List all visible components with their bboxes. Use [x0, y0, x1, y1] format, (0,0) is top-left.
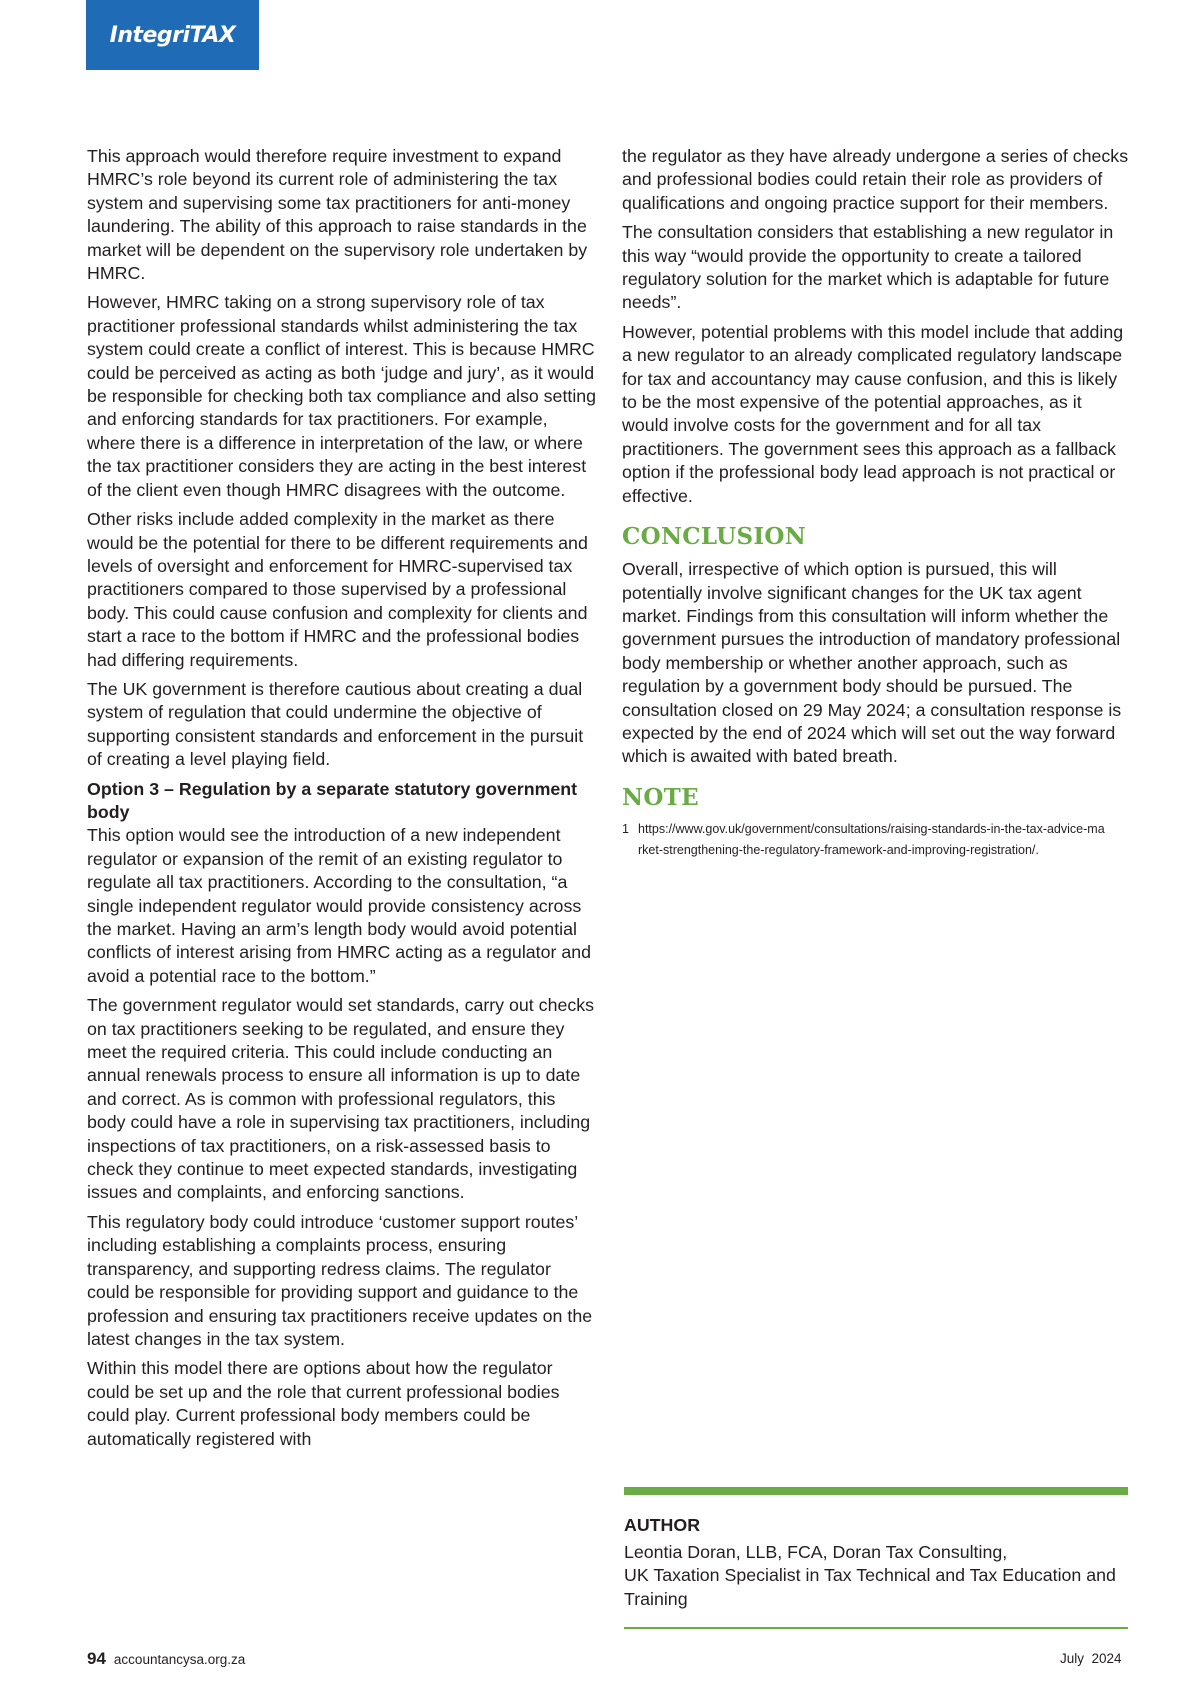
option-3-subheading: Option 3 – Regulation by a separate statutory government body: [87, 778, 578, 822]
paragraph: This regulatory body could introduce ‘customer support routes’ including establishing a complaints process, ensuring transparency, and supporting redress claims. The regulator could be responsible for providing support and guidance to the profession and ensuring tax practitioners receive updates on the latest changes in the tax system.: [87, 1211, 593, 1349]
footer-date: July 2024: [1060, 1651, 1122, 1666]
note-heading: NOTE: [622, 783, 699, 811]
footnote-number: 1: [622, 821, 629, 836]
paragraph: the regulator as they have already undergone a series of checks and professional bodies could retain their role as providers of qualifications and ongoing practice support for their members.: [622, 146, 1129, 213]
paragraph: This approach would therefore require investment to expand HMRC’s role beyond its current role of administering the tax system and supervising some tax practitioners for anti-money laundering. The ability of this approach to raise standards in the market will be dependent on the supervisory role undertaken by HMRC.: [87, 146, 588, 284]
conclusion-heading: CONCLUSION: [622, 523, 807, 551]
footnote: [622, 819, 1132, 862]
author-line: UK Taxation Specialist in Tax Technical and Tax Education and Training: [624, 1565, 1116, 1609]
paragraph: Other risks include added complexity in the market as there would be the potential for there to be different requirements and levels of oversight and enforcement for HMRC-supervised tax practitioners compared to those supervised by a professional body. This could cause confusion and complexity for clients and start a race to the bottom if HMRC and the professional bodies had differing requirements.: [87, 509, 588, 670]
paragraph: Within this model there are options about how the regulator could be set up and the role that current professional bodies could play. Current professional body members could be automatically registered with: [87, 1358, 560, 1449]
brand-logo: [86, 0, 259, 70]
author-divider-top: [624, 1487, 1128, 1495]
conclusion-paragraph: Overall, irrespective of which option is pursued, this will potentially involve significant changes for the UK tax agent market. Findings from this consultation will inform whether the government pursues the introduction of mandatory professional body membership or whether another approach, such as regulation by a government body should be pursued. The consultation closed on 29 May 2024; a consultation response is expected by the end of 2024 which will set out the way forward which is awaited with bated breath.: [622, 559, 1122, 767]
author-bio: [624, 1541, 1128, 1611]
left-column: [87, 145, 597, 1457]
footer-site[interactable]: accountancysa.org.za: [113, 1652, 246, 1667]
author-box: [624, 1487, 1128, 1611]
right-column: [622, 145, 1132, 862]
footer-left: [87, 1650, 245, 1669]
paragraph: However, HMRC taking on a strong supervisory role of tax practitioner professional standards whilst administering the tax system could create a conflict of interest. This is because HMRC could be perceived as acting as both ‘judge and jury’, as it would be responsible for checking both tax compliance and also setting and enforcing standards for tax practitioners. For example, where there is a difference in interpretation of the law, or where the tax practitioner considers they are acting in the best interest of the client even though HMRC disagrees with the outcome.: [87, 292, 597, 500]
paragraph: This option would see the introduction of a new independent regulator or expansion of the remit of an existing regulator to regulate all tax practitioners. According to the consultation, “a single independent regulator would provide consistency across the market. Having an arm’s length body would avoid potential conflicts of interest arising from HMRC acting as a regulator and avoid a potential race to the bottom.”: [87, 825, 592, 986]
author-line: Leontia Doran, LLB, FCA, Doran Tax Consulting,: [624, 1542, 1008, 1562]
page-number: 94: [87, 1649, 106, 1668]
paragraph: The consultation considers that establishing a new regulator in this way “would provide the opportunity to create a tailored regulatory solution for the market which is adaptable for future needs”.: [622, 222, 1114, 313]
author-label: AUTHOR: [624, 1515, 701, 1535]
paragraph: The government regulator would set standards, carry out checks on tax practitioners seeking to be regulated, and ensure they meet the required criteria. This could include conducting an annual renewals process to ensure all information is up to date and correct. As is common with professional regulators, this body could have a role in supervising tax practitioners, including inspections of tax practitioners, on a risk-assessed basis to check they continue to meet expected standards, investigating issues and complaints, and enforcing sanctions.: [87, 995, 595, 1203]
brand-name: IntegriTAX: [109, 22, 236, 48]
paragraph: However, potential problems with this model include that adding a new regulator to an already complicated regulatory landscape for tax and accountancy may cause confusion, and this is likely to be the most expensive of the potential approaches, as it would involve costs for the government and for all tax practitioners. The government sees this approach as a fallback option if the professional body lead approach is not practical or effective.: [622, 321, 1124, 506]
paragraph: The UK government is therefore cautious about creating a dual system of regulation that could undermine the objective of supporting consistent standards and enforcement in the pursuit of creating a level playing field.: [87, 678, 584, 770]
footnote-link[interactable]: https://www.gov.uk/government/consultations/raising-standards-in-the-tax-advice-market-strengthening-the-regulatory-framework-and-improving-registration/.: [638, 821, 1105, 858]
author-divider-bottom: [624, 1627, 1128, 1629]
